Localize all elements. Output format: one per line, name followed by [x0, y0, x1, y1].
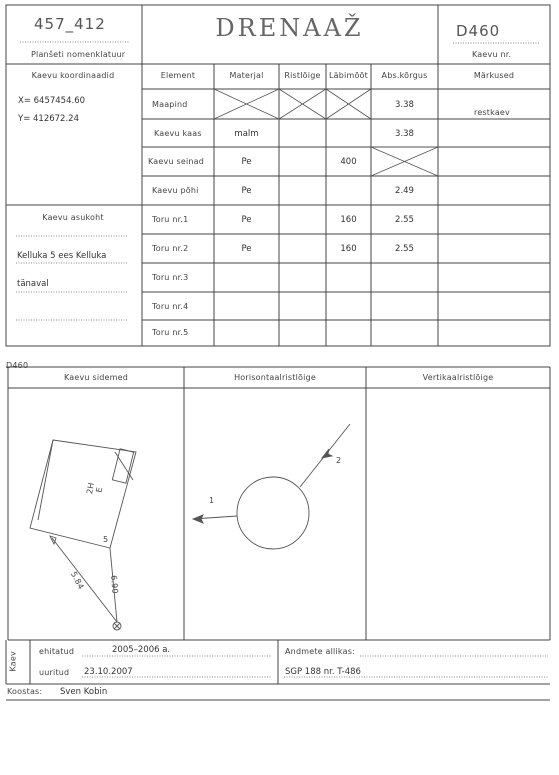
well-tag: D460	[6, 361, 29, 370]
side-label: Kaev	[8, 651, 18, 672]
lower-frame	[6, 367, 550, 640]
well-number-value: D460	[456, 22, 501, 40]
coordinate-y: Y= 412672.24	[18, 114, 79, 124]
row-element: Kaevu kaas	[154, 129, 202, 138]
col-material: Materjal	[229, 71, 264, 80]
links-sketch	[30, 440, 136, 630]
horizontal-section-drawing	[193, 424, 350, 549]
nomenclature-label: Planšeti nomenklatuur	[31, 50, 126, 59]
col-notes: Märkused	[473, 71, 515, 80]
dimension-line-a	[52, 538, 120, 622]
row-material: Pe	[241, 244, 252, 254]
col-element: Element	[160, 71, 196, 80]
building-outline	[30, 440, 136, 548]
measured-label: uuritud	[39, 668, 70, 677]
row-diameter: 400	[340, 157, 357, 167]
col-cross-section: Ristlõige	[284, 71, 321, 80]
row-element: Maapind	[152, 100, 188, 109]
dimension-a: 5.84	[68, 570, 86, 591]
author-label: Koostas:	[7, 687, 43, 696]
row-element: Kaevu seinad	[148, 157, 205, 166]
coordinates-label: Kaevu koordinaadid	[31, 71, 115, 80]
row-material: malm	[234, 129, 259, 139]
row-abs: 2.49	[395, 186, 414, 196]
row-element: Toru nr.5	[152, 328, 189, 337]
coordinate-x: X= 6457454.60	[18, 96, 86, 106]
dimension-b: 6.90	[109, 574, 120, 595]
building-label: 2H E	[85, 481, 105, 495]
row-material: Pe	[241, 157, 252, 167]
well-circle	[237, 477, 309, 549]
built-label: ehitatud	[39, 647, 75, 656]
row-abs: 3.38	[395, 129, 414, 139]
location-label: Kaevu asukoht	[42, 213, 104, 222]
row-notes: restkaev	[474, 108, 510, 117]
source-label: Andmete allikas:	[285, 647, 355, 656]
row-material: Pe	[241, 215, 252, 225]
col-abs-height: Abs.kõrgus	[381, 71, 428, 80]
pipe-2-label: 2	[336, 456, 342, 465]
row-element: Toru nr.4	[152, 302, 189, 311]
vertical-section-label: Vertikaalristlõige	[422, 373, 494, 382]
row-material: Pe	[241, 186, 252, 196]
row-diameter: 160	[340, 244, 357, 254]
row-element: Toru nr.1	[152, 215, 189, 224]
pipe-2-arrow	[322, 449, 332, 458]
location-line-1: Kelluka 5 ees Kelluka	[17, 251, 107, 261]
table-grid	[6, 5, 550, 346]
horizontal-section-label: Horisontaalristlõige	[234, 373, 316, 382]
row-element: Toru nr.3	[152, 273, 189, 282]
pipe-1-label: 1	[209, 496, 215, 505]
location-line-2: tänaval	[17, 279, 49, 289]
pipe-1-arrow	[193, 515, 203, 523]
measured-value: 23.10.2007	[84, 667, 133, 677]
row-diameter: 160	[340, 215, 357, 225]
links-label: Kaevu sidemed	[63, 373, 129, 382]
source-value: SGP 188 nr. T-486	[285, 667, 361, 677]
well-number-label: Kaevu nr.	[472, 50, 512, 59]
col-diameter: Läbimõõt	[329, 71, 368, 80]
nomenclature-value: 457_412	[34, 15, 106, 33]
dimension-line-b	[109, 548, 120, 622]
built-value: 2005–2006 a.	[112, 645, 171, 655]
footer-frame	[6, 640, 550, 700]
page-title: DRENAAŽ	[215, 14, 364, 42]
dimension-5: 5	[103, 535, 109, 544]
row-abs: 2.55	[395, 244, 414, 254]
row-element: Toru nr.2	[152, 244, 189, 253]
row-abs: 3.38	[395, 100, 414, 110]
row-abs: 2.55	[395, 215, 414, 225]
row-element: Kaevu põhi	[152, 186, 199, 195]
author-value: Sven Kobin	[60, 687, 108, 697]
